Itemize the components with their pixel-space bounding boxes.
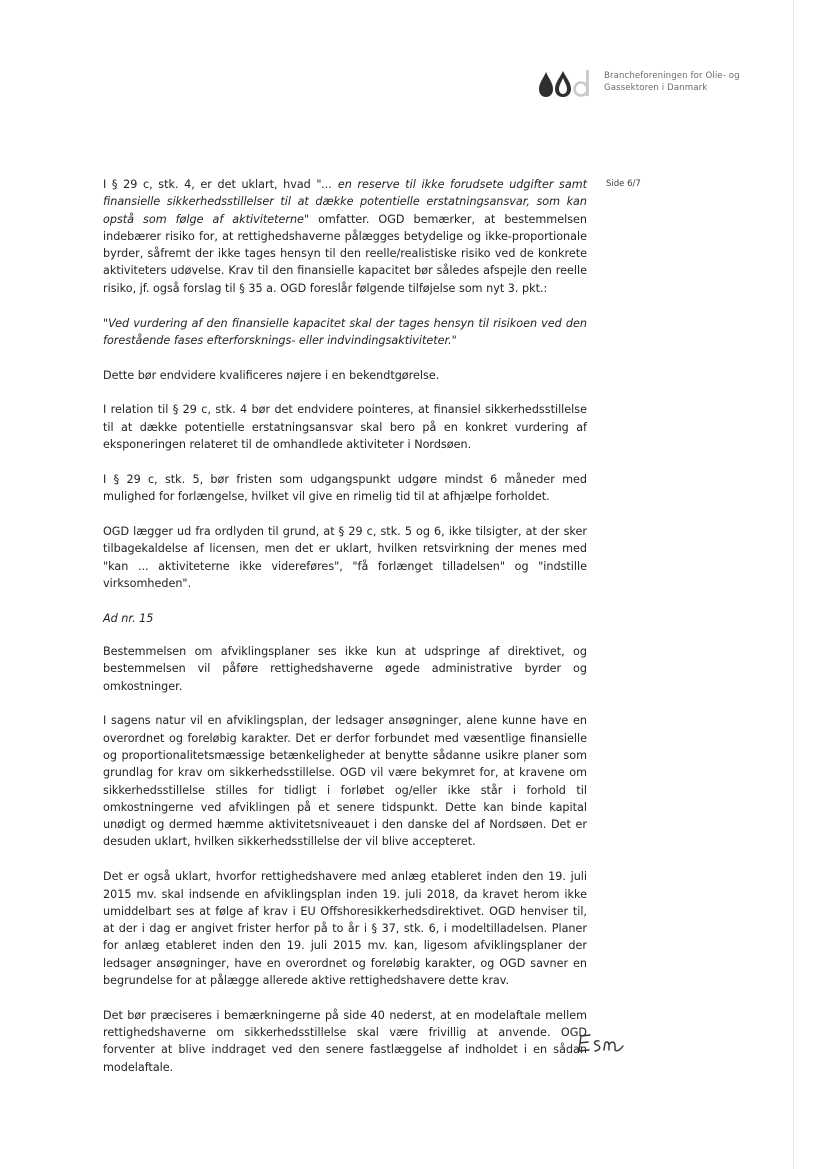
paragraph-6: OGD lægger ud fra ordlyden til grund, at § 29 c, stk. 5 og 6, ikke tilsigter, at der sker tilbagekaldelse af licensen, men det er uklart, hvilken retsvirkning der menes med "kan ... aktiviteterne ikke videreføres", "få forlænget tilladelsen" og "indstille virksomheden". <box>103 524 587 590</box>
document-body <box>103 176 587 1076</box>
paragraph-7: Bestemmelsen om afviklingsplaner ses ikke kun at udspringe af direktivet, og bestemmelsen vil påføre rettighedshaverne øgede administrative byrder og omkostninger. <box>103 644 587 693</box>
organization-name-line-2: Gassektoren i Danmark <box>604 83 708 93</box>
section-heading-ad-nr-15: Ad nr. 15 <box>103 611 154 625</box>
paragraph-10: Det bør præciseres i bemærkningerne på side 40 nederst, at en modelaftale mellem rettighedshaverne om sikkerhedsstillelse skal være frivillig at anvende. OGD forventer at blive inddraget ved den senere fastlæggelse af indholdet i en sådan modelaftale. <box>103 1008 587 1074</box>
droplet-dark-1 <box>539 72 553 97</box>
paragraph-9: Det er også uklart, hvorfor rettighedshavere med anlæg etableret inden den 19. juli 2015 mv. skal indsende en afviklingsplan inden 19. juli 2018, da kravet herom ikke umiddelbart ses at følge af krav i EU Offshoresikkerhedsdirektivet. OGD henviser til, at der i dag er angivet frister herfor på to år i § 37, stk. 6, i modeltilladelsen. Planer for anlæg etableret inden den 19. juli 2015 mv. kan, ligesom afviklingsplaner der ledsager ansøgninger, have en overordnet og foreløbig karakter, og OGD savner en begrundelse for at pålægge allerede aktive rettighedshavere dette krav. <box>103 870 587 987</box>
page-number: Side 6/7 <box>606 179 641 189</box>
ogd-droplets-logo-icon <box>537 68 597 100</box>
organization-name <box>604 70 754 94</box>
letter-d-stem <box>586 70 589 96</box>
handwritten-initials-signature <box>577 1030 629 1056</box>
page-edge <box>793 0 794 1169</box>
paragraph-4: I relation til § 29 c, stk. 4 bør det endvidere pointeres, at finansiel sikkerhedsstillelse til at dække potentielle erstatningsansvar skal bero på en konkret vurdering af eksponeringen relateret til de omhandlede aktiviteter i Nordsøen. <box>103 403 587 452</box>
paragraph-5: I § 29 c, stk. 5, bør fristen som udgangspunkt udgøre mindst 6 måneder med mulighed for forlængelse, hvilket vil give en rimelig tid til at afhjælpe forholdet. <box>103 472 587 504</box>
proposed-addition-quote: "Ved vurdering af den finansielle kapacitet skal der tages hensyn til risikoen ved den forestående fases efterforsknings- eller indvindingsaktiviteter." <box>103 316 587 347</box>
paragraph-1-end: " omfatter. OGD bemærker, at bestemmelsen indebærer risiko for, at rettighedshaverne pålægges betydelige og ikke-proportionale byrder, såfremt der ikke tages hensyn til den reelle/realistiske risiko ved de konkrete aktiviteters udøvelse. Krav til den finansielle kapacitet bør således afspejle den reelle risiko, jf. også forslag til § 35 a. OGD foreslår følgende tilføjelse som nyt 3. pkt.: <box>103 212 587 295</box>
organization-name-line-1: Brancheforeningen for Olie- og <box>604 71 740 81</box>
paragraph-3: Dette bør endvidere kvalificeres nøjere i en bekendtgørelse. <box>103 368 440 382</box>
paragraph-1 <box>103 176 587 297</box>
letter-d-bowl <box>575 83 588 96</box>
paragraph-1-start: I § 29 c, stk. 4, er det uklart, hvad " <box>103 178 322 191</box>
paragraph-8: I sagens natur vil en afviklingsplan, der ledsager ansøgninger, alene kunne have en overordnet og foreløbig karakter. Det er derfor forbundet med væsentlige finansielle og proportionalitetsmæssige betænkeligheder at benytte sådanne usikre planer som grundlag for krav om sikkerhedsstillelse. OGD vil være bekymret for, at kravene om sikkerhedsstillelse stilles for tidligt i forløbet og/eller ikke står i forhold til omkostningerne ved afviklingen på et senere tidspunkt. Dette kan binde kapital unødigt og dermed hæmme aktivitetsniveauet i den danske del af Nordsøen. Det er desuden uklart, hvilken sikkerhedsstillelse der vil blive accepteret. <box>103 714 587 849</box>
paragraph-1-quote: ... en reserve til ikke forudsete udgifter samt finansielle sikkerhedsstillelser til at dække potentielle erstatningsansvar, som kan opstå som følge af aktiviteterne <box>103 178 587 226</box>
